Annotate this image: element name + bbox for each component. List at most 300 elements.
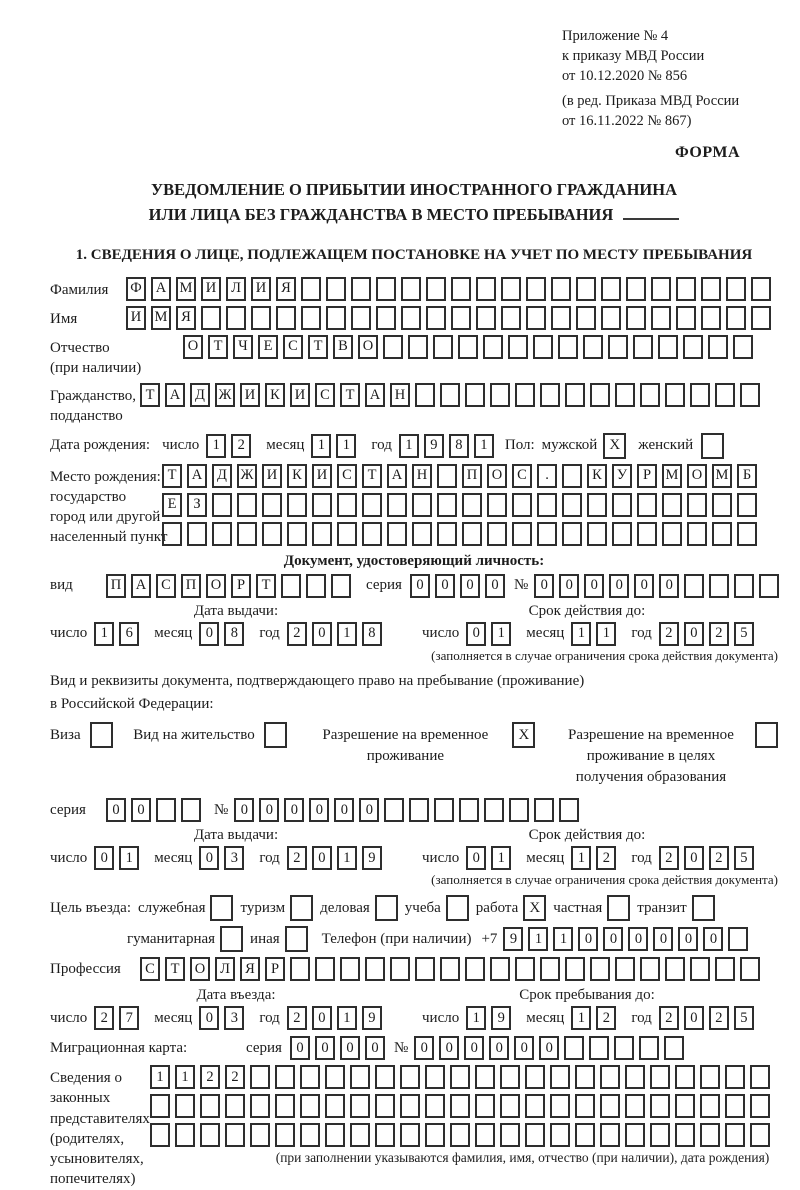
char-cell [225, 1123, 245, 1147]
char-cell: 3 [224, 1006, 244, 1030]
char-cell [365, 957, 385, 981]
char-cell [501, 277, 521, 301]
char-cell: 0 [312, 622, 332, 646]
birthplace-row3 [162, 522, 762, 546]
option-checkbox [285, 926, 308, 952]
birthplace-label [50, 464, 168, 548]
char-cell [576, 277, 596, 301]
char-cell [187, 522, 207, 546]
migration-series-label: серия [246, 1039, 282, 1056]
resident-number-cells [234, 798, 584, 822]
char-cell [725, 1123, 745, 1147]
char-cell [562, 464, 582, 488]
month-label: месяц [154, 1009, 193, 1026]
residence-permit-checkbox [264, 722, 287, 748]
option-label: туризм [240, 899, 286, 916]
char-cell [515, 957, 535, 981]
female-label: женский [638, 437, 694, 454]
char-cell [325, 1065, 345, 1089]
purpose-row-2 [120, 926, 778, 952]
char-cell [376, 306, 396, 330]
char-cell [587, 522, 607, 546]
char-cell [626, 277, 646, 301]
doc-number-label: № [513, 577, 529, 594]
char-cell [412, 493, 432, 517]
char-cell: 0 [684, 622, 704, 646]
stay-year-cells [659, 1006, 759, 1030]
char-cell [675, 1123, 695, 1147]
char-cell: 2 [709, 846, 729, 870]
year-label: год [371, 437, 392, 453]
char-cell: 0 [94, 846, 114, 870]
char-cell: 0 [290, 1036, 310, 1060]
char-cell [665, 383, 685, 407]
female-checkbox [701, 433, 724, 459]
char-cell [575, 1123, 595, 1147]
char-cell [601, 277, 621, 301]
valid-day-cells [466, 846, 516, 870]
birthplace-cells [162, 464, 762, 546]
birthdate-row [50, 433, 778, 459]
char-cell: О [206, 574, 226, 598]
char-cell [759, 574, 779, 598]
valid-until-title: Срок действия до: [528, 827, 646, 843]
char-cell: Т [140, 383, 160, 407]
char-cell [175, 1123, 195, 1147]
char-cell [326, 306, 346, 330]
char-cell: 0 [439, 1036, 459, 1060]
entry-purpose-option [405, 895, 469, 921]
char-cell [484, 798, 504, 822]
char-cell: Т [308, 335, 328, 359]
birth-day-cells [206, 434, 256, 458]
char-cell: 1 [311, 434, 331, 458]
char-cell: 0 [199, 1006, 219, 1030]
representatives-label [50, 1065, 150, 1190]
char-cell [425, 1123, 445, 1147]
char-cell: 0 [365, 1036, 385, 1060]
char-cell [708, 335, 728, 359]
char-cell [290, 957, 310, 981]
char-cell: А [365, 383, 385, 407]
temporary-residence-education-label: Разрешение на временное проживание в целях получения образования [567, 727, 734, 785]
char-cell [250, 1123, 270, 1147]
char-cell: Я [176, 306, 196, 330]
char-cell: 1 [337, 1006, 357, 1030]
char-cell [301, 277, 321, 301]
char-cell: 0 [435, 574, 455, 598]
option-checkbox [210, 895, 233, 921]
option-checkbox [692, 895, 715, 921]
char-cell [500, 1094, 520, 1118]
char-cell: М [151, 306, 171, 330]
char-cell [483, 335, 503, 359]
residence-permit-label: Вид на жительство [133, 727, 255, 743]
stay-day-cells [466, 1006, 516, 1030]
char-cell [375, 1094, 395, 1118]
ref-line-4: (в ред. Приказа МВД России [562, 93, 740, 109]
char-cell: 9 [503, 927, 523, 951]
char-cell [340, 957, 360, 981]
form-title-line1: УВЕДОМЛЕНИЕ О ПРИБЫТИИ ИНОСТРАННОГО ГРАЖДАНИНА [150, 180, 678, 199]
char-cell [650, 1123, 670, 1147]
char-cell [565, 957, 585, 981]
char-cell: 2 [287, 622, 307, 646]
temporary-residence-education-option [556, 722, 778, 788]
char-cell: 0 [584, 574, 604, 598]
char-cell: И [312, 464, 332, 488]
char-cell: 0 [340, 1036, 360, 1060]
citizenship-row [50, 383, 778, 427]
representatives-block [50, 1065, 778, 1190]
char-cell [625, 1123, 645, 1147]
char-cell: О [487, 464, 507, 488]
char-cell: 0 [634, 574, 654, 598]
char-cell: Л [215, 957, 235, 981]
month-label: месяц [526, 625, 565, 641]
char-cell [562, 522, 582, 546]
migration-card-label: Миграционная карта: [50, 1039, 188, 1056]
char-cell [387, 493, 407, 517]
option-label: работа [475, 899, 519, 916]
char-cell [312, 493, 332, 517]
representatives-label-line6: попечителях) [50, 1171, 136, 1188]
temporary-residence-label: Разрешение на временное проживание [322, 727, 489, 764]
char-cell [415, 383, 435, 407]
char-cell: 1 [466, 1006, 486, 1030]
char-cell [540, 957, 560, 981]
resident-series-cells [106, 798, 206, 822]
header-reference [562, 26, 762, 131]
char-cell: 0 [312, 1006, 332, 1030]
year-label: год [259, 1009, 280, 1026]
char-cell: 0 [234, 798, 254, 822]
char-cell [400, 1094, 420, 1118]
entry-purpose-option [138, 895, 234, 921]
char-cell: 1 [571, 846, 591, 870]
char-cell: 2 [596, 1006, 616, 1030]
profession-label: Профессия [50, 960, 121, 977]
char-cell [300, 1094, 320, 1118]
resident-dates-row [50, 846, 778, 870]
char-cell [451, 306, 471, 330]
char-cell [325, 1094, 345, 1118]
representatives-row2 [150, 1094, 775, 1118]
char-cell [475, 1065, 495, 1089]
char-cell: О [687, 464, 707, 488]
char-cell: З [187, 493, 207, 517]
char-cell [162, 522, 182, 546]
char-cell [281, 574, 301, 598]
option-label: частная [553, 899, 603, 916]
char-cell [226, 306, 246, 330]
char-cell: 7 [119, 1006, 139, 1030]
char-cell [526, 277, 546, 301]
char-cell: 6 [119, 622, 139, 646]
year-label: год [631, 1009, 652, 1026]
char-cell [512, 493, 532, 517]
char-cell [326, 277, 346, 301]
char-cell [287, 522, 307, 546]
char-cell [306, 574, 326, 598]
char-cell [676, 306, 696, 330]
char-cell [564, 1036, 584, 1060]
char-cell: О [190, 957, 210, 981]
char-cell [426, 306, 446, 330]
char-cell: 2 [287, 1006, 307, 1030]
char-cell: 2 [94, 1006, 114, 1030]
char-cell: 2 [659, 622, 679, 646]
char-cell [250, 1065, 270, 1089]
char-cell [740, 383, 760, 407]
char-cell: О [358, 335, 378, 359]
char-cell: 0 [659, 574, 679, 598]
option-checkbox [446, 895, 469, 921]
resident-series-label: серия [50, 801, 86, 818]
resident-number-label: № [214, 801, 229, 818]
char-cell: И [240, 383, 260, 407]
char-cell [737, 493, 757, 517]
citizenship-label-line1: Гражданство, [50, 388, 137, 404]
issue-day-cells [94, 622, 144, 646]
char-cell [476, 277, 496, 301]
char-cell: П [106, 574, 126, 598]
citizenship-cells [140, 383, 765, 407]
char-cell [651, 306, 671, 330]
char-cell: О [183, 335, 203, 359]
phone-prefix: +7 [481, 930, 498, 947]
char-cell: 0 [703, 927, 723, 951]
char-cell: 2 [659, 1006, 679, 1030]
char-cell: Р [265, 957, 285, 981]
valid-day-cells [466, 622, 516, 646]
char-cell: С [283, 335, 303, 359]
doc-type-cells [106, 574, 356, 598]
char-cell: Т [340, 383, 360, 407]
char-cell [384, 798, 404, 822]
entry-purpose-option [553, 895, 630, 921]
char-cell: 1 [206, 434, 226, 458]
char-cell [425, 1065, 445, 1089]
char-cell [612, 493, 632, 517]
representatives-cells [150, 1065, 775, 1147]
option-label: транзит [637, 899, 687, 916]
char-cell [487, 522, 507, 546]
char-cell: 1 [571, 622, 591, 646]
birth-year-cells [399, 434, 499, 458]
char-cell [559, 798, 579, 822]
doc-type-label: вид [50, 577, 73, 594]
char-cell [537, 493, 557, 517]
char-cell [650, 1094, 670, 1118]
char-cell: 0 [460, 574, 480, 598]
resident-doc-line2: в Российской Федерации: [50, 696, 214, 713]
char-cell [351, 277, 371, 301]
char-cell [712, 493, 732, 517]
day-label: число [50, 625, 88, 641]
visa-option [50, 722, 113, 748]
char-cell [562, 493, 582, 517]
issue-date-title: Дата выдачи: [193, 602, 279, 619]
char-cell: 1 [596, 622, 616, 646]
valid-until-title: Срок действия до: [528, 602, 646, 619]
birth-month-cells [311, 434, 361, 458]
issue-year-cells [287, 846, 387, 870]
identity-doc-heading: Документ, удостоверяющий личность: [283, 552, 545, 569]
visa-label: Виза [50, 727, 81, 743]
month-label: месяц [266, 437, 305, 453]
char-cell: 0 [466, 622, 486, 646]
surname-label: Фамилия [50, 281, 109, 298]
char-cell: 0 [334, 798, 354, 822]
resident-doc-line1: Вид и реквизиты документа, подтверждающего право на пребывание (проживание) [50, 672, 585, 689]
doc-series-cells [410, 574, 510, 598]
char-cell [408, 335, 428, 359]
valid-month-cells [571, 622, 621, 646]
issue-day-cells [94, 846, 144, 870]
option-checkbox: X [523, 895, 546, 921]
char-cell [589, 1036, 609, 1060]
char-cell [181, 798, 201, 822]
representatives-label-line1: Сведения о [50, 1070, 122, 1086]
identity-issue-date [50, 622, 422, 646]
char-cell: С [140, 957, 160, 981]
char-cell: 0 [284, 798, 304, 822]
entry-day-cells [94, 1006, 144, 1030]
char-cell: 0 [539, 1036, 559, 1060]
char-cell: К [587, 464, 607, 488]
temporary-residence-checkbox: X [512, 722, 535, 748]
char-cell: 3 [224, 846, 244, 870]
char-cell [534, 798, 554, 822]
char-cell [637, 522, 657, 546]
char-cell [700, 1065, 720, 1089]
entry-purpose-option [320, 895, 398, 921]
char-cell [662, 493, 682, 517]
char-cell [662, 522, 682, 546]
char-cell [590, 957, 610, 981]
char-cell [462, 522, 482, 546]
option-label: служебная [137, 899, 206, 916]
char-cell [350, 1065, 370, 1089]
char-cell: 0 [628, 927, 648, 951]
surname-cells [126, 277, 776, 301]
char-cell: 5 [734, 846, 754, 870]
char-cell: 2 [225, 1065, 245, 1089]
migration-number-label: № [393, 1039, 409, 1056]
char-cell: 8 [362, 622, 382, 646]
day-label: число [422, 849, 460, 866]
char-cell: 8 [224, 622, 244, 646]
birthplace-label-line3: город или другой [50, 509, 161, 525]
char-cell: 0 [684, 846, 704, 870]
char-cell [751, 277, 771, 301]
migration-series-cells [290, 1036, 390, 1060]
identity-doc-row [50, 574, 778, 598]
char-cell: Д [190, 383, 210, 407]
char-cell: К [265, 383, 285, 407]
char-cell [683, 335, 703, 359]
char-cell [733, 335, 753, 359]
forma-label: ФОРМА [674, 144, 740, 161]
char-cell: 0 [199, 846, 219, 870]
patronymic-cells [183, 335, 758, 359]
char-cell [576, 306, 596, 330]
char-cell [400, 1123, 420, 1147]
char-cell: 0 [578, 927, 598, 951]
char-cell [740, 957, 760, 981]
year-label: год [631, 625, 652, 641]
char-cell: 1 [571, 1006, 591, 1030]
char-cell: 8 [449, 434, 469, 458]
sex-label: Пол: [504, 437, 535, 453]
char-cell [751, 306, 771, 330]
char-cell [639, 1036, 659, 1060]
char-cell: 0 [609, 574, 629, 598]
char-cell [465, 383, 485, 407]
char-cell: Р [231, 574, 251, 598]
char-cell: 0 [653, 927, 673, 951]
char-cell [212, 493, 232, 517]
form-title-line2 [50, 203, 778, 228]
char-cell [633, 335, 653, 359]
char-cell [601, 306, 621, 330]
char-cell [640, 957, 660, 981]
char-cell: С [337, 464, 357, 488]
ref-line-3: от 10.12.2020 № 856 [562, 68, 688, 84]
char-cell: В [333, 335, 353, 359]
char-cell: 0 [312, 846, 332, 870]
char-cell [450, 1123, 470, 1147]
char-cell: П [462, 464, 482, 488]
char-cell [526, 306, 546, 330]
day-label: число [422, 1009, 460, 1026]
visa-checkbox [90, 722, 113, 748]
char-cell [525, 1065, 545, 1089]
char-cell: Н [412, 464, 432, 488]
char-cell [451, 277, 471, 301]
char-cell: 2 [596, 846, 616, 870]
char-cell: А [151, 277, 171, 301]
char-cell [237, 522, 257, 546]
char-cell [700, 1123, 720, 1147]
stay-until-title: Срок пребывания до: [519, 987, 655, 1003]
char-cell [587, 493, 607, 517]
month-label: месяц [526, 1009, 565, 1026]
char-cell: Е [258, 335, 278, 359]
birthplace-row2 [162, 493, 762, 517]
char-cell [262, 493, 282, 517]
char-cell [550, 1065, 570, 1089]
char-cell [476, 306, 496, 330]
char-cell [475, 1094, 495, 1118]
representatives-label-line2: законных [50, 1090, 111, 1107]
char-cell: С [315, 383, 335, 407]
entry-purpose-option [250, 926, 308, 952]
entry-dates-row [50, 1006, 778, 1030]
char-cell [237, 493, 257, 517]
char-cell [525, 1094, 545, 1118]
char-cell [250, 1094, 270, 1118]
char-cell [664, 1036, 684, 1060]
char-cell [715, 383, 735, 407]
char-cell [608, 335, 628, 359]
entry-dates-head [50, 987, 778, 1004]
char-cell: Д [212, 464, 232, 488]
char-cell: 0 [259, 798, 279, 822]
char-cell [728, 927, 748, 951]
surname-row [50, 277, 778, 301]
